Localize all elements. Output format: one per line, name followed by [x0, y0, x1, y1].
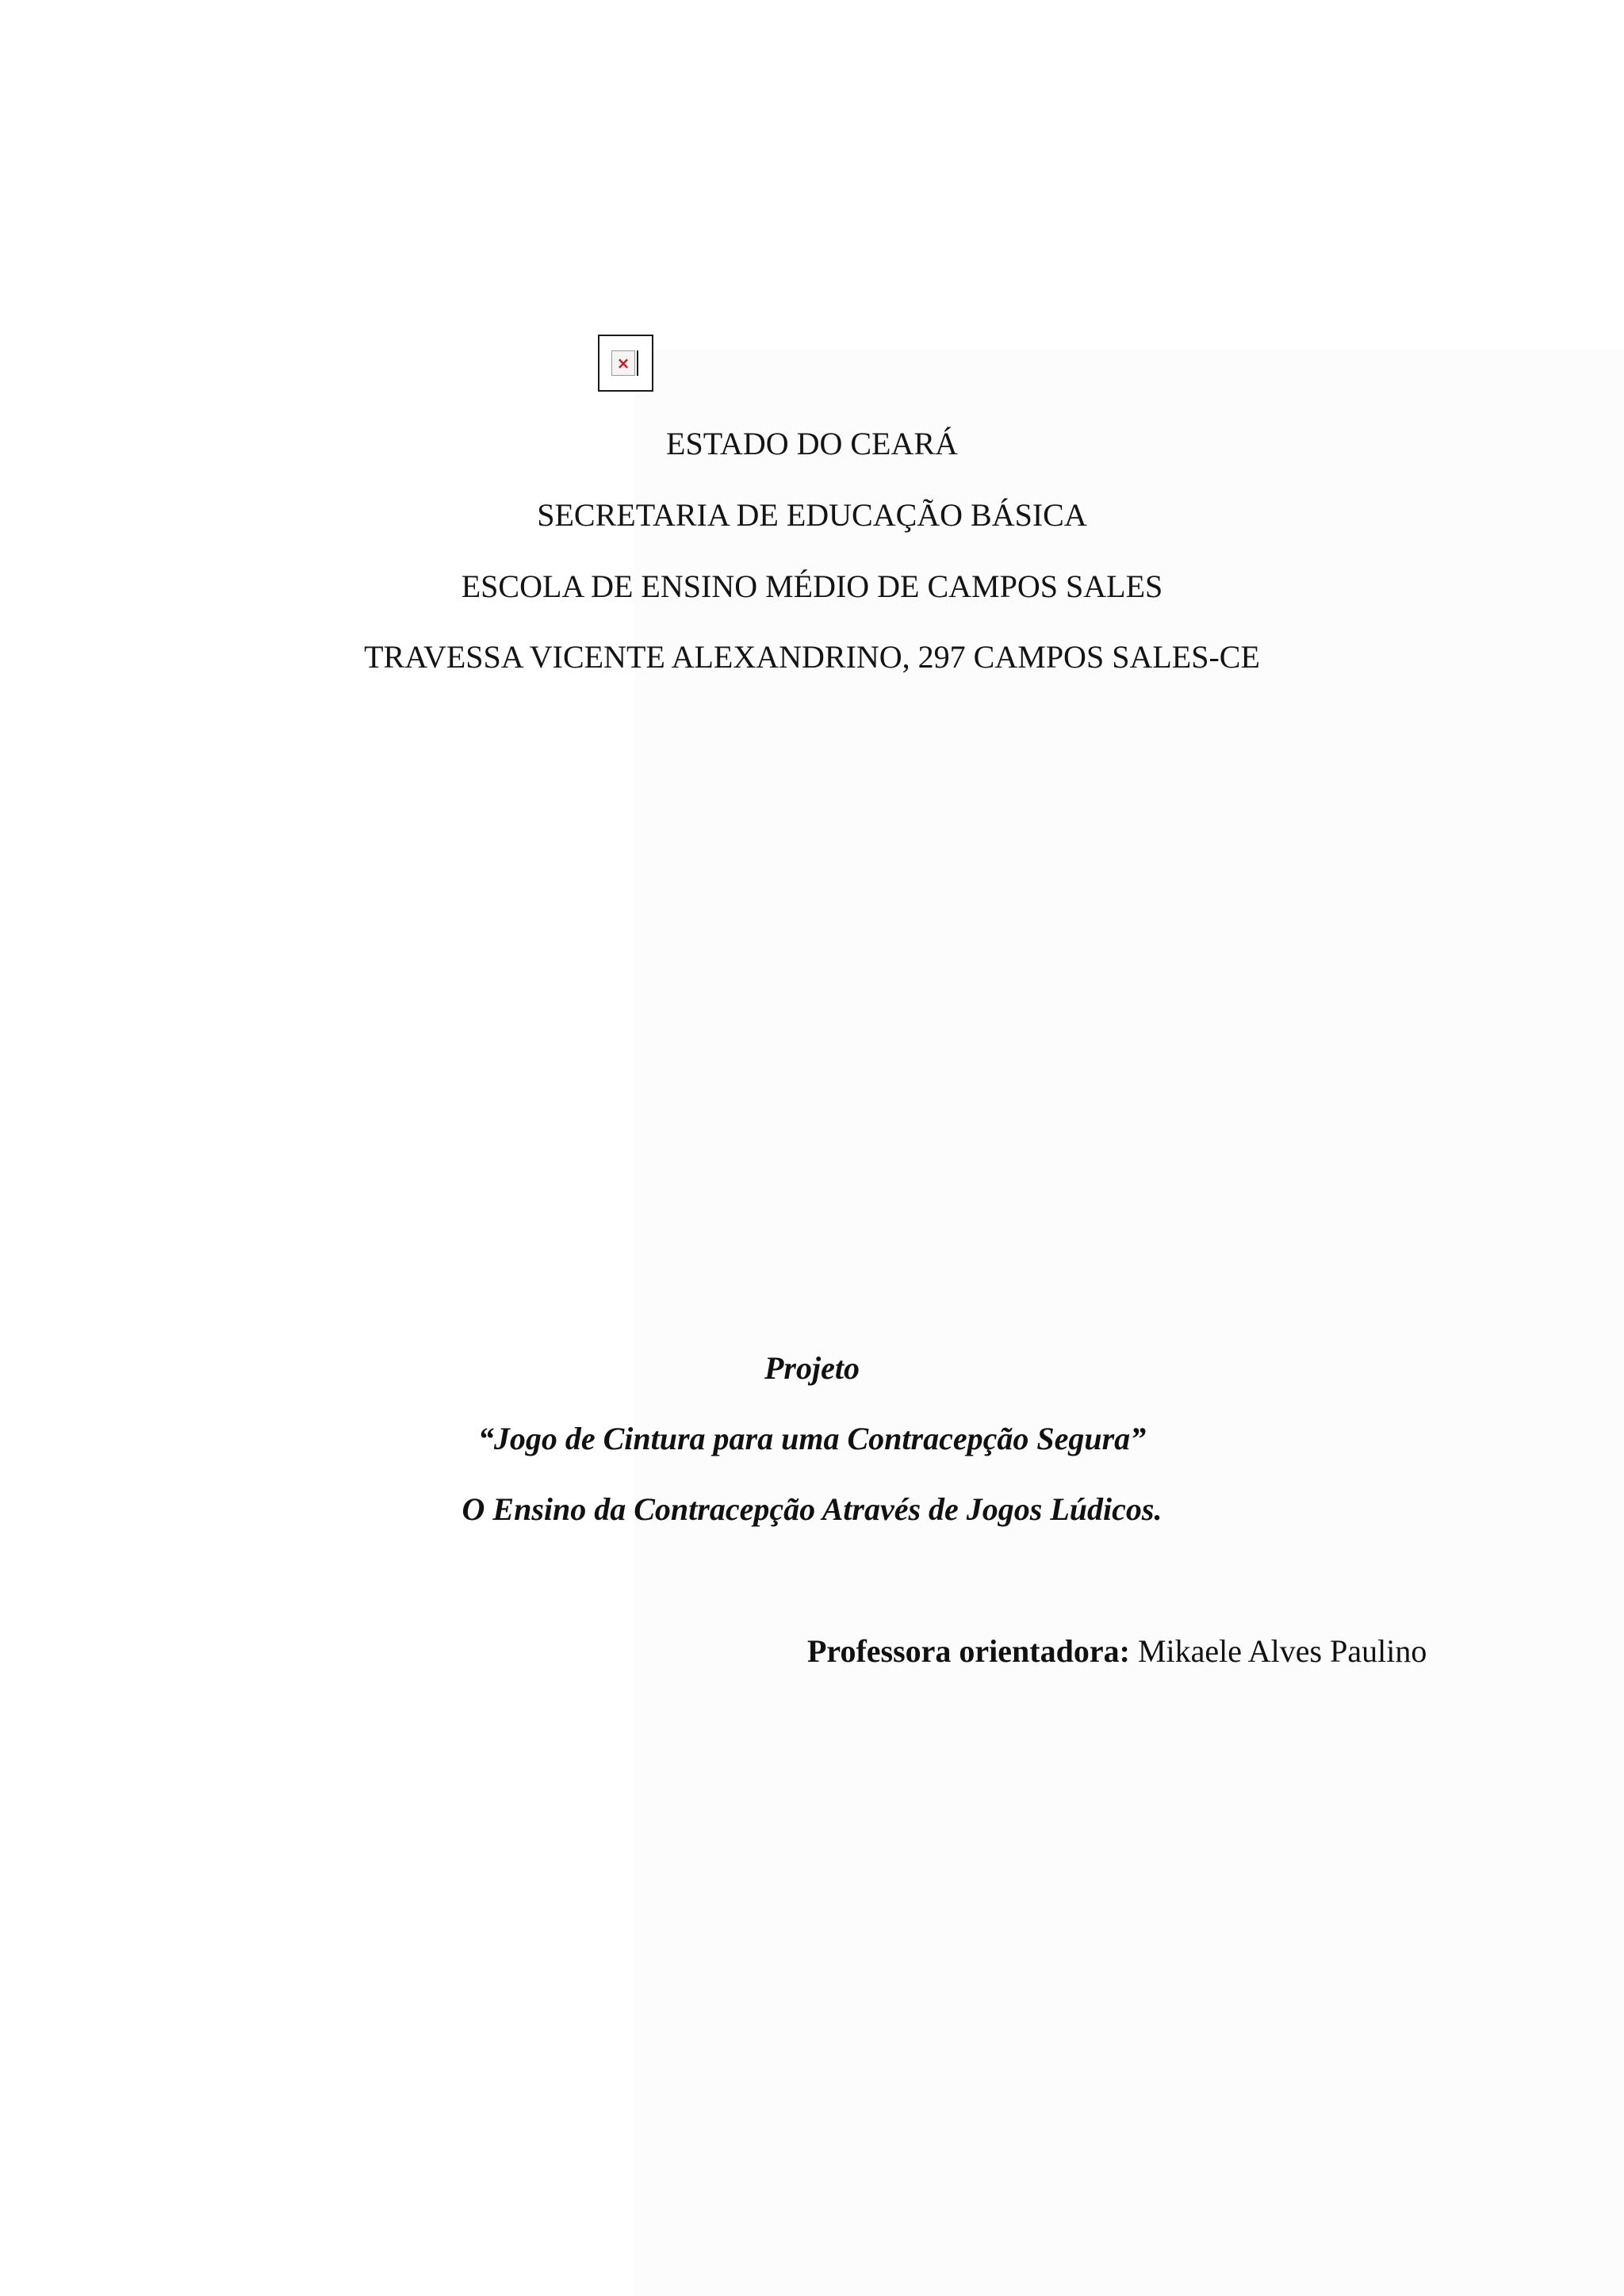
project-subtitle: O Ensino da Contracepção Através de Jogos Lúdicos. — [462, 1491, 1162, 1527]
image-frame-bar — [637, 350, 638, 376]
broken-image-frame — [611, 350, 635, 376]
header-address: TRAVESSA VICENTE ALEXANDRINO, 297 CAMPOS SALES-CE — [364, 639, 1260, 675]
header-secretariat: SECRETARIA DE EDUCAÇÃO BÁSICA — [537, 497, 1087, 533]
header-school: ESCOLA DE ENSINO MÉDIO DE CAMPOS SALES — [461, 568, 1163, 604]
advisor-label: Professora orientadora: — [807, 1633, 1130, 1669]
project-title: “Jogo de Cintura para uma Contracepção Segura” — [477, 1421, 1147, 1456]
broken-image-icon — [598, 335, 653, 392]
header-state: ESTADO DO CEARÁ — [666, 426, 958, 461]
advisor-line — [807, 1632, 1427, 1670]
red-x-icon: × — [616, 354, 630, 373]
project-label: Projeto — [764, 1350, 860, 1386]
advisor-name: Mikaele Alves Paulino — [1129, 1633, 1427, 1669]
